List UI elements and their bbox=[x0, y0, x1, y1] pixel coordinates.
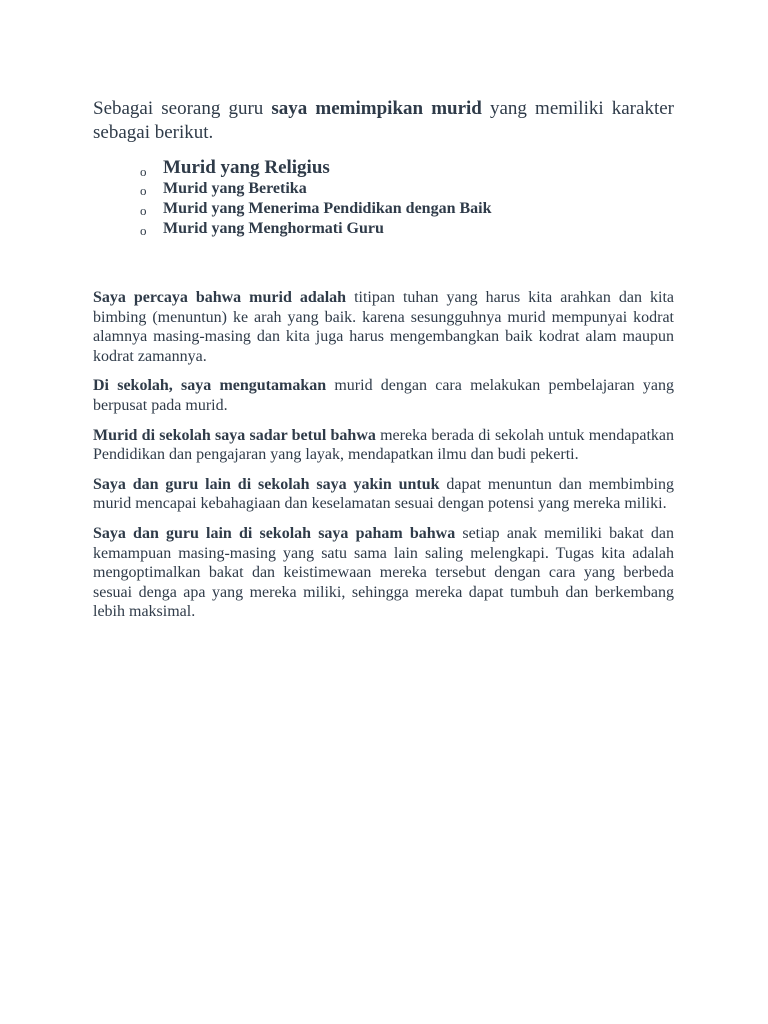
intro-text-end: yang memiliki karakter sebagai berikut. bbox=[93, 98, 674, 143]
character-list bbox=[93, 157, 674, 239]
paragraph-text: titipan tuhan yang harus kita arahkan dan kita bimbing (menuntun) ke arah yang baik. karena sesungguhnya murid mempunyai kodrat alamnya masing-masing dan kita juga harus mengembangkan baik kodrat alam maupun kodrat zamannya. bbox=[93, 289, 675, 365]
bullet-icon: o bbox=[140, 183, 147, 198]
list-item-label: Murid yang Religius bbox=[163, 157, 330, 178]
list-item bbox=[140, 179, 674, 199]
list-item-label: Murid yang Menerima Pendidikan dengan Baik bbox=[163, 200, 492, 217]
paragraph-lead: Saya dan guru lain di sekolah saya yakin untuk bbox=[93, 475, 440, 493]
paragraph-text: dapat menuntun dan membimbing murid mencapai kebahagiaan dan keselamatan sesuai dengan potensi yang mereka miliki. bbox=[93, 475, 674, 513]
paragraph bbox=[93, 524, 674, 622]
intro-paragraph bbox=[93, 97, 674, 145]
body-paragraphs bbox=[93, 288, 674, 622]
intro-text-start: Sebagai seorang guru bbox=[93, 98, 272, 119]
bullet-icon: o bbox=[140, 164, 147, 179]
intro-emphasis: saya memimpikan murid bbox=[271, 98, 482, 119]
paragraph bbox=[93, 376, 674, 415]
paragraph-text: setiap anak memiliki bakat dan kemampuan masing-masing yang satu sama lain saling melengkapi. Tugas kita adalah mengoptimalkan bakat dan keistimewaan mereka tersebut dengan cara yang berbeda sesuai denga apa yang mereka miliki, sehingga mereka dapat tumbuh dan berkembang lebih maksimal. bbox=[93, 524, 675, 621]
paragraph bbox=[93, 288, 674, 366]
paragraph-text: mereka berada di sekolah untuk mendapatkan Pendidikan dan pengajaran yang layak, mendapatkan ilmu dan budi pekerti. bbox=[93, 426, 674, 464]
list-item bbox=[140, 199, 674, 219]
paragraph-lead: Di sekolah, saya mengutamakan bbox=[93, 377, 327, 395]
list-item-label: Murid yang Beretika bbox=[163, 180, 307, 197]
list-item bbox=[140, 219, 674, 239]
list-item bbox=[140, 157, 674, 179]
paragraph-lead: Saya percaya bahwa murid adalah bbox=[93, 289, 347, 306]
paragraph-lead: Murid di sekolah saya sadar betul bahwa bbox=[93, 426, 376, 444]
document-page bbox=[93, 97, 674, 632]
bullet-icon: o bbox=[140, 203, 147, 218]
paragraph-text: murid dengan cara melakukan pembelajaran yang berpusat pada murid. bbox=[93, 377, 674, 414]
paragraph-lead: Saya dan guru lain di sekolah saya paham bahwa bbox=[93, 524, 456, 542]
paragraph bbox=[93, 426, 674, 465]
list-item-label: Murid yang Menghormati Guru bbox=[163, 220, 384, 237]
paragraph bbox=[93, 475, 674, 514]
bullet-icon: o bbox=[140, 223, 147, 238]
